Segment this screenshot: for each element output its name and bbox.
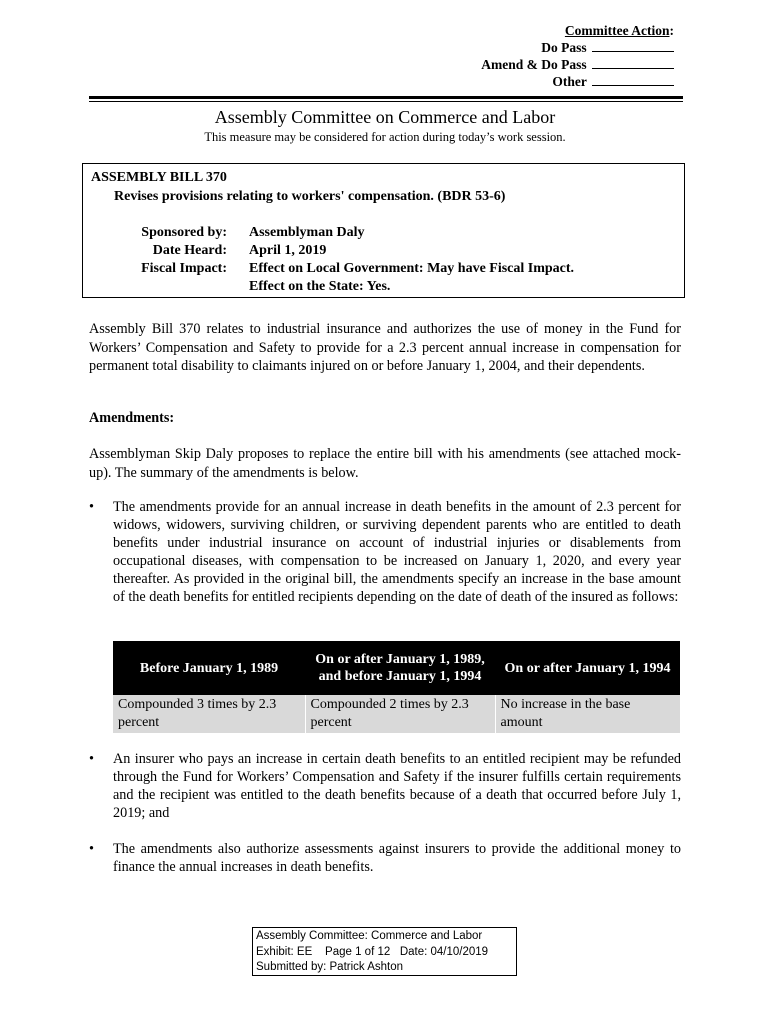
fiscal-local-value: Effect on Local Government: May have Fiscal Impact. <box>249 261 575 276</box>
bill-meta-labels <box>113 224 227 278</box>
exhibit-page-date-line: Exhibit: EE Page 1 of 12 Date: 04/10/2019 <box>256 945 489 958</box>
action-option-label: Other <box>552 74 587 89</box>
table-header-cell: On or after January 1, 1989, and before January 1, 1994 <box>305 641 495 695</box>
bullet-icon: • <box>89 841 94 857</box>
bullet-text: The amendments provide for an annual increase in death benefits in the amount of 2.3 percent for widows, widowers, surviving children, or surviving dependent parents who are entitled to death benefits under industrial insurance on account of industrial injuries or disablements from occupational diseases, with compensation to be increased on January 1, 2020, and every year thereafter. As provided in the original bill, the amendments specify an increase in the base amount of the death benefits for entitled recipients depending on the date of death of the insured as follows: <box>113 499 681 605</box>
header-rule-thick <box>89 96 683 99</box>
exhibit-committee-line: Assembly Committee: Commerce and Labor <box>256 930 483 942</box>
date-heard-label: Date Heard: <box>152 243 227 258</box>
amendments-intro-paragraph: Assemblyman Skip Daly proposes to replace the entire bill with his amendments (see attached mock-up). The summary of the amendments is below. <box>89 446 681 481</box>
bullet-text: The amendments also authorize assessments against insurers to provide the additional money to finance the annual increases in death benefits. <box>113 841 681 875</box>
table-header-row <box>113 641 680 695</box>
fiscal-impact-label: Fiscal Impact: <box>141 261 227 276</box>
bill-description: Revises provisions relating to workers' compensation. (BDR 53-6) <box>114 189 506 204</box>
committee-action-colon: : <box>669 23 674 38</box>
exhibit-submitted-line: Submitted by: Patrick Ashton <box>256 961 404 973</box>
action-option-do-pass <box>481 39 674 56</box>
action-option-label: Do Pass <box>541 40 587 55</box>
table-cell: No increase in the base amount <box>495 695 680 733</box>
exhibit-stamp <box>252 927 517 976</box>
bullet-icon: • <box>89 751 94 767</box>
bullet-text: An insurer who pays an increase in certain death benefits to an entitled recipient may be refunded through the Fund for Workers’ Compensation and Safety if the insurer fulfills certain requirements and the recipient was entitled to the death benefits because of a death that occurred before July 1, 2019; and <box>113 751 681 821</box>
blank-line <box>592 39 674 52</box>
blank-line <box>592 73 674 86</box>
date-heard-value: April 1, 2019 <box>249 243 327 258</box>
bill-info-box <box>82 163 685 298</box>
bill-number: ASSEMBLY BILL 370 <box>91 170 227 185</box>
action-option-amend-do-pass <box>481 56 674 73</box>
table-header-cell: On or after January 1, 1994 <box>495 641 680 695</box>
sponsored-label: Sponsored by: <box>141 225 227 240</box>
table-row <box>113 695 680 733</box>
action-option-label: Amend & Do Pass <box>481 57 587 72</box>
fiscal-state-value: Effect on the State: Yes. <box>249 279 391 294</box>
committee-action-title: Committee Action <box>564 23 670 38</box>
bill-meta-values <box>249 224 574 296</box>
table-cell: Compounded 2 times by 2.3 percent <box>305 695 495 733</box>
committee-title: Assembly Committee on Commerce and Labor <box>214 107 556 127</box>
sponsored-value: Assemblyman Daly <box>249 225 365 240</box>
table-header-cell: Before January 1, 1989 <box>113 641 305 695</box>
amendments-heading: Amendments: <box>89 410 175 426</box>
committee-action-block <box>481 22 674 90</box>
death-benefit-table <box>113 641 680 733</box>
table-cell: Compounded 3 times by 2.3 percent <box>113 695 305 733</box>
action-option-other <box>481 73 674 90</box>
committee-action-title-row <box>481 22 674 39</box>
bullet-icon: • <box>89 499 94 515</box>
bill-summary-paragraph: Assembly Bill 370 relates to industrial insurance and authorizes the use of money in the Fund for Workers’ Compensation and Safety to provide for a 2.3 percent annual increase in compensation for permanent total disability to claimants injured on or before January 1, 2004, and their dependents. <box>89 321 681 374</box>
header-rule-thin <box>89 101 683 102</box>
committee-subtitle: This measure may be considered for action during today’s work session. <box>204 130 566 144</box>
blank-line <box>592 56 674 69</box>
